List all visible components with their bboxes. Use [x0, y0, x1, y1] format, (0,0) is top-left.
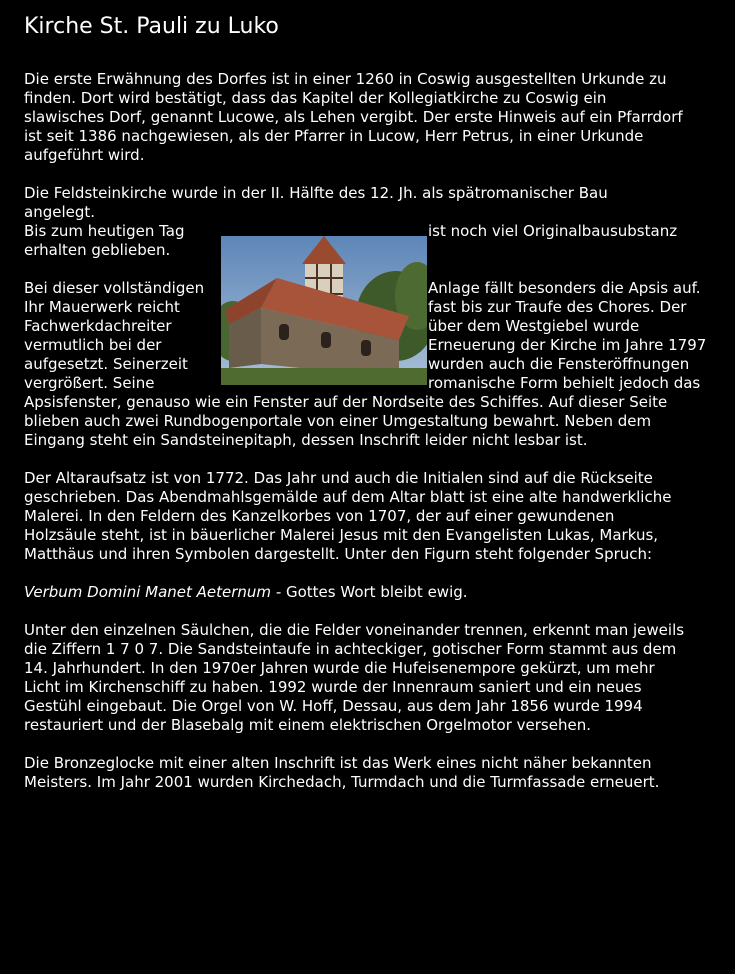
text-line: Die erste Erwähnung des Dorfes ist in einer 1260 in Coswig ausgestellten Urkunde zu [24, 70, 667, 88]
text-line: Matthäus und ihren Symbolen dargestellt. Unter den Figurn steht folgender Spruch: [24, 545, 653, 563]
text-right: Anlage fällt besonders die Apsis auf. [428, 279, 701, 297]
text-line: 14. Jahrhundert. In den 1970er Jahren wurde die Hufeisenempore gekürzt, um mehr [24, 659, 655, 677]
text-left: Ihr Mauerwerk reicht [24, 298, 180, 316]
text-line: ist seit 1386 nachgewiesen, als der Pfarrer in Lucow, Herr Petrus, in einer Urkunde [24, 127, 644, 145]
text-line: Apsisfenster, genauso wie ein Fenster auf der Nordseite des Schiffes. Auf dieser Seite [24, 393, 668, 411]
text-right: fast bis zur Traufe des Chores. Der [428, 298, 687, 316]
quote-translation: - Gottes Wort bleibt ewig. [271, 583, 468, 601]
interior-paragraph [24, 621, 734, 735]
text-right: wurden auch die Fensteröffnungen [428, 355, 690, 373]
text-line: Der Altaraufsatz ist von 1772. Das Jahr und auch die Initialen sind auf die Rückseite [24, 469, 653, 487]
text-line: geschrieben. Das Abendmahlsgemälde auf dem Altar blatt ist eine alte handwerkliche [24, 488, 672, 506]
text-left: vermutlich bei der [24, 336, 162, 354]
text-left: Bei dieser vollständigen [24, 279, 205, 297]
text-left: vergrößert. Seine [24, 374, 155, 392]
text-line: die Ziffern 1 7 0 7. Die Sandsteintaufe in achteckiger, gotischer Form stammt aus dem [24, 640, 677, 658]
text-right: über dem Westgiebel wurde [428, 317, 640, 335]
text-left: Bis zum heutigen Tag [24, 222, 185, 240]
text-line: Die Feldsteinkirche wurde in der II. Hälfte des 12. Jh. als spätromanischer Bau [24, 184, 608, 202]
text-right: romanische Form behielt jedoch das [428, 374, 701, 392]
text-line: angelegt. [24, 203, 96, 221]
text-left: aufgesetzt. Seinerzeit [24, 355, 188, 373]
text-line: finden. Dort wird bestätigt, dass das Kapitel der Kollegiatkirche zu Coswig ein [24, 89, 607, 107]
page-title: Kirche St. Pauli zu Luko [24, 14, 279, 39]
text-line: Gestühl eingebaut. Die Orgel von W. Hoff, Dessau, aus dem Jahr 1856 wurde 1994 [24, 697, 643, 715]
quote-line [24, 583, 734, 602]
text-line: Malerei. In den Feldern des Kanzelkorbes von 1707, der auf einer gewundenen [24, 507, 615, 525]
text-line: Eingang steht ein Sandsteinepitaph, dessen Inschrift leider nicht lesbar ist. [24, 431, 588, 449]
text-line: Holzsäule steht, ist in bäuerlicher Malerei Jesus mit den Evangelisten Lukas, Markus, [24, 526, 659, 544]
text-line: Meisters. Im Jahr 2001 wurden Kirchedach, Turmdach und die Turmfassade erneuert. [24, 773, 660, 791]
text-line: Unter den einzelnen Säulchen, die die Felder voneinander trennen, erkennt man jeweils [24, 621, 685, 639]
text-line: restauriert und der Blasebalg mit einem elektrischen Orgelmotor versehen. [24, 716, 591, 734]
latin-quote: Verbum Domini Manet Aeternum [24, 583, 272, 601]
church-photo [221, 236, 427, 385]
altar-paragraph [24, 469, 734, 564]
text-line: aufgeführt wird. [24, 146, 145, 164]
text-line: Licht im Kirchenschiff zu haben. 1992 wurde der Innenraum saniert und ein neues [24, 678, 642, 696]
text-line: Die Bronzeglocke mit einer alten Inschrift ist das Werk eines nicht näher bekannten [24, 754, 652, 772]
text-right: Erneuerung der Kirche im Jahre 1797 [428, 336, 707, 354]
bell-paragraph [24, 754, 734, 792]
text-line: blieben auch zwei Rundbogenportale von einer Umgestaltung bewahrt. Neben dem [24, 412, 652, 430]
text-line: erhalten geblieben. [24, 241, 171, 259]
text-line: slawisches Dorf, genannt Lucowe, als Lehen vergibt. Der erste Hinweis auf ein Pfarrdorf [24, 108, 683, 126]
text-right: ist noch viel Originalbausubstanz [428, 222, 678, 240]
quote-paragraph [24, 583, 734, 602]
text-left: Fachwerkdachreiter [24, 317, 172, 335]
history-paragraph [24, 70, 734, 165]
